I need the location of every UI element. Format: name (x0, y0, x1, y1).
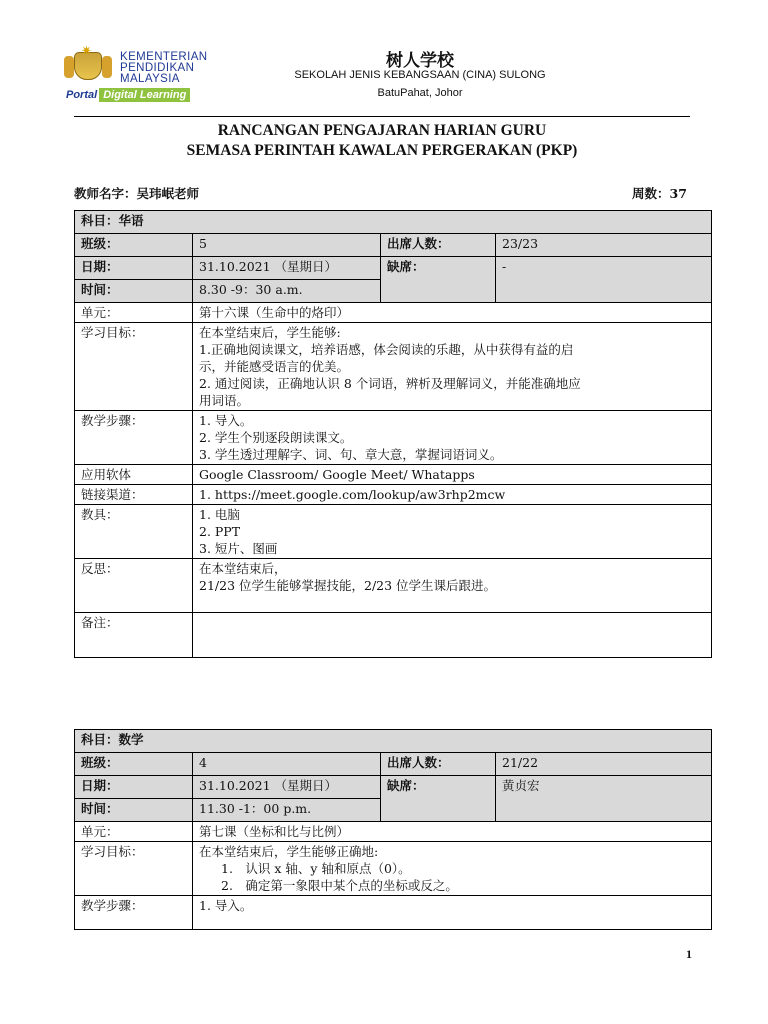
page-number: 1 (686, 947, 692, 961)
absent-value: - (496, 257, 712, 303)
teacher-name: 教师名字：吴玮岷老师 (74, 186, 200, 201)
date-label: 日期： (75, 257, 193, 280)
date-value: 31.10.2021 （星期日） (193, 776, 381, 799)
objective-content: 在本堂结束后，学生能够正确地: 1. 认识 x 轴、y 轴和原点（0）。 2. 确定第一象限中某个点的坐标或反之。 (193, 842, 712, 896)
date-value: 31.10.2021 （星期日） (193, 257, 381, 280)
app-label: 应用软体 (75, 465, 193, 485)
school-location: BatuPahat, Johor (377, 87, 463, 99)
unit-value: 第七课（坐标和比与比例） (193, 822, 712, 842)
objective-label: 学习目标： (75, 323, 193, 411)
ministry-name: KEMENTERIAN PENDIDIKAN MALAYSIA (120, 51, 208, 85)
coat-of-arms-icon: ✷ (64, 48, 112, 82)
steps-content: 1. 导入。 (193, 896, 712, 930)
attendance-label: 出席人数： (381, 234, 496, 257)
attendance-value: 21/22 (496, 753, 712, 776)
school-chinese-name: 树人学校 (386, 51, 454, 71)
unit-value: 第十六课（生命中的烙印） (193, 303, 712, 323)
class-label: 班级： (75, 234, 193, 257)
doc-title-line2: SEMASA PERINTAH KAWALAN PERGERAKAN (PKP) (186, 142, 578, 159)
class-value: 5 (193, 234, 381, 257)
objective-content: 在本堂结束后，学生能够: 1.正确地阅读课文，培养语感，体会阅读的乐趣，从中获得有益的启 示，并能感受语言的优美。 2. 通过阅读，正确地认识 8 个词语，辨析及理解词义，并能准确地应 用词语。 (193, 323, 712, 411)
attendance-label: 出席人数： (381, 753, 496, 776)
steps-content: 1. 导入。 2. 学生个别逐段朗读课文。 3. 学生透过理解字、词、句、章大意，掌握词语词义。 (193, 411, 712, 465)
date-label: 日期： (75, 776, 193, 799)
class-label: 班级： (75, 753, 193, 776)
time-label: 时间： (75, 280, 193, 303)
time-label: 时间： (75, 799, 193, 822)
objective-label: 学习目标： (75, 842, 193, 896)
absent-label: 缺席： (381, 776, 496, 822)
ministry-logo (64, 44, 214, 108)
class-value: 4 (193, 753, 381, 776)
doc-title-line1: RANCANGAN PENGAJARAN HARIAN GURU (217, 122, 547, 139)
tools-content: 1. 电脑 2. PPT 3. 短片、图画 (193, 505, 712, 559)
subject-header: 科目：华语 (75, 211, 712, 234)
absent-value: 黄贞宏 (496, 776, 712, 822)
steps-label: 教学步骤： (75, 411, 193, 465)
subject-header: 科目：数学 (75, 730, 712, 753)
header-divider (74, 116, 690, 117)
portal-digital-learning-badge: Portal Digital Learning (64, 88, 190, 104)
time-value: 11.30 -1：00 p.m. (193, 799, 381, 822)
app-value: Google Classroom/ Google Meet/ Whatapps (193, 465, 712, 485)
school-name: SEKOLAH JENIS KEBANGSAAN (CINA) SULONG (294, 69, 546, 81)
notes-content (193, 613, 712, 658)
reflection-content: 在本堂结束后， 21/23 位学生能够掌握技能，2/23 位学生课后跟进。 (193, 559, 712, 613)
link-label: 链接渠道： (75, 485, 193, 505)
attendance-value: 23/23 (496, 234, 712, 257)
absent-label: 缺席： (381, 257, 496, 303)
steps-label: 教学步骤： (75, 896, 193, 930)
lesson-plan-chinese (74, 210, 712, 658)
reflection-label: 反思： (75, 559, 193, 613)
week-number: 周数：37 (632, 186, 687, 201)
meeting-link[interactable]: 1. https://meet.google.com/lookup/aw3rhp2mcw (193, 485, 712, 505)
unit-label: 单元： (75, 303, 193, 323)
tools-label: 教具： (75, 505, 193, 559)
lesson-plan-math (74, 729, 712, 930)
unit-label: 单元： (75, 822, 193, 842)
notes-label: 备注： (75, 613, 193, 658)
time-value: 8.30 -9：30 a.m. (193, 280, 381, 303)
